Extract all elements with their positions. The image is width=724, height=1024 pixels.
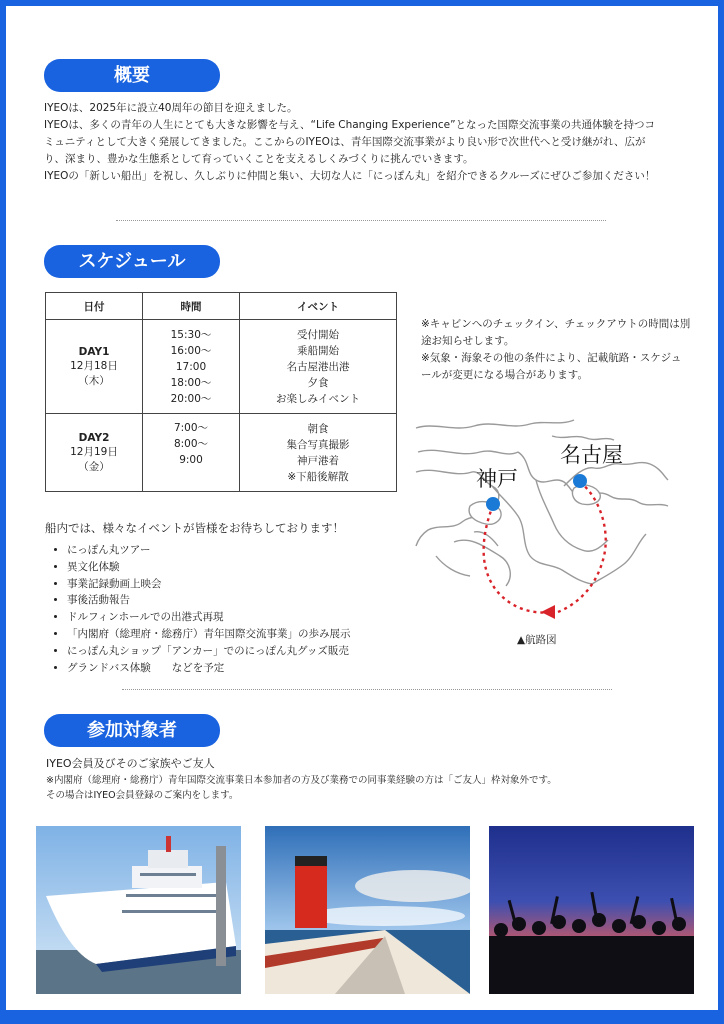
overview-paragraph-3: IYEOの「新しい船出」を祝し、久しぶりに仲間と集い、大切な人に「にっぽん丸」を紹介できるクルーズにぜひご参加ください！ [44, 170, 656, 182]
list-item: • グランドバス体験 などを予定 [67, 660, 351, 677]
schedule-note: ※気象・海象その他の条件により、記載航路・スケジュールが変更になる場合があります。 [421, 352, 682, 381]
onboard-events [45, 520, 351, 676]
event-value: 夕食 [307, 376, 329, 389]
coastline [416, 420, 668, 586]
day-date: 12月18日 [70, 359, 118, 372]
events-list [45, 542, 351, 676]
day-weekday: （金） [78, 460, 110, 473]
map-label-kobe: 神戸 [476, 467, 518, 491]
overview-paragraph-1: IYEOは、2025年に設立40周年の節目を迎えました。 [44, 102, 298, 114]
day-cell [46, 414, 143, 492]
event-cell [240, 414, 397, 492]
schedule-notes [421, 316, 691, 384]
event-cell [240, 320, 397, 414]
time-value: 17:00 [175, 360, 207, 373]
list-item: • 事業記録動画上映会 [67, 576, 351, 593]
list-item: • にっぽん丸ショップ「アンカー」でのにっぽん丸グッズ販売 [67, 643, 351, 660]
time-value: 9:00 [179, 454, 203, 466]
table-row [46, 320, 397, 414]
table-row [46, 414, 397, 492]
time-value: 20:00～ [170, 392, 212, 405]
event-value: 名古屋港出港 [286, 360, 350, 373]
day-label: DAY2 [78, 431, 110, 444]
column-header-time: 時間 [143, 293, 240, 320]
map-label-nagoya: 名古屋 [560, 443, 623, 467]
section-divider [122, 689, 612, 690]
column-header-date: 日付 [46, 293, 143, 320]
list-item: • 「内閣府（総理府・総務庁）青年国際交流事業」の歩み展示 [67, 626, 351, 643]
day-cell [46, 320, 143, 414]
event-value: ※下船後解散 [287, 470, 349, 483]
overview-heading: 概要 [44, 59, 220, 92]
crowd-photo [489, 826, 694, 994]
events-heading: 船内では、様々なイベントが皆様をお待ちしております！ [45, 521, 344, 535]
list-item: • 異文化体験 [67, 559, 351, 576]
route-arrow-icon [541, 605, 555, 619]
event-value: 受付開始 [297, 328, 339, 341]
overview-text [44, 100, 656, 185]
section-divider [116, 220, 606, 221]
deck-photo [265, 826, 470, 994]
ship-photo [36, 826, 241, 994]
eligibility-text [46, 756, 686, 803]
map-caption: ▲航路図 [517, 634, 557, 646]
kobe-port-marker [486, 497, 500, 511]
nagoya-port-marker [573, 474, 587, 488]
route-map [414, 406, 670, 632]
day-weekday: （木） [78, 374, 110, 387]
event-value: 集合写真撮影 [286, 438, 350, 451]
list-item: • ドルフィンホールでの出港式再現 [67, 609, 351, 626]
time-value: 16:00～ [170, 344, 212, 357]
schedule-table [45, 292, 397, 492]
time-cell [143, 320, 240, 414]
time-value: 15:30～ [170, 328, 212, 341]
event-value: 朝食 [307, 422, 329, 435]
eligibility-main: IYEO会員及びそのご家族やご友人 [46, 757, 215, 770]
eligibility-note: その場合はIYEO会員登録のご案内をします。 [46, 790, 239, 801]
eligibility-heading: 参加対象者 [44, 714, 220, 747]
time-value: 18:00～ [170, 376, 212, 389]
list-item: • にっぽん丸ツアー [67, 542, 351, 559]
time-value: 7:00～ [173, 422, 209, 434]
time-cell [143, 414, 240, 492]
time-value: 8:00～ [173, 438, 209, 450]
schedule-heading: スケジュール [44, 245, 220, 278]
list-item: • 事後活動報告 [67, 592, 351, 609]
eligibility-note: ※内閣府（総理府・総務庁）青年国際交流事業日本参加者の方及び業務での同事業経験の方は「ご友人」枠対象外です。 [46, 775, 557, 786]
schedule-note: ※キャビンへのチェックイン、チェックアウトの時間は別途お知らせします。 [421, 318, 691, 347]
event-value: 乗船開始 [297, 344, 339, 357]
day-date: 12月19日 [70, 445, 118, 458]
column-header-event: イベント [240, 293, 397, 320]
overview-paragraph-2: IYEOは、多くの青年の人生にとても大きな影響を与え、“Life Changing Experience”となった国際交流事業の共通体験を持つコミュニティとして大きく発展してきました。ここからのIYEOは、青年国際交流事業がより良い形で次世代へと受け継がれ、広がり、深まり、豊かな生態系として育っていくことを支えるしくみづくりに挑んでいきます。 [44, 119, 656, 165]
event-value: 神戸港着 [297, 454, 339, 467]
day-label: DAY1 [78, 345, 110, 358]
event-value: お楽しみイベント [276, 392, 360, 405]
